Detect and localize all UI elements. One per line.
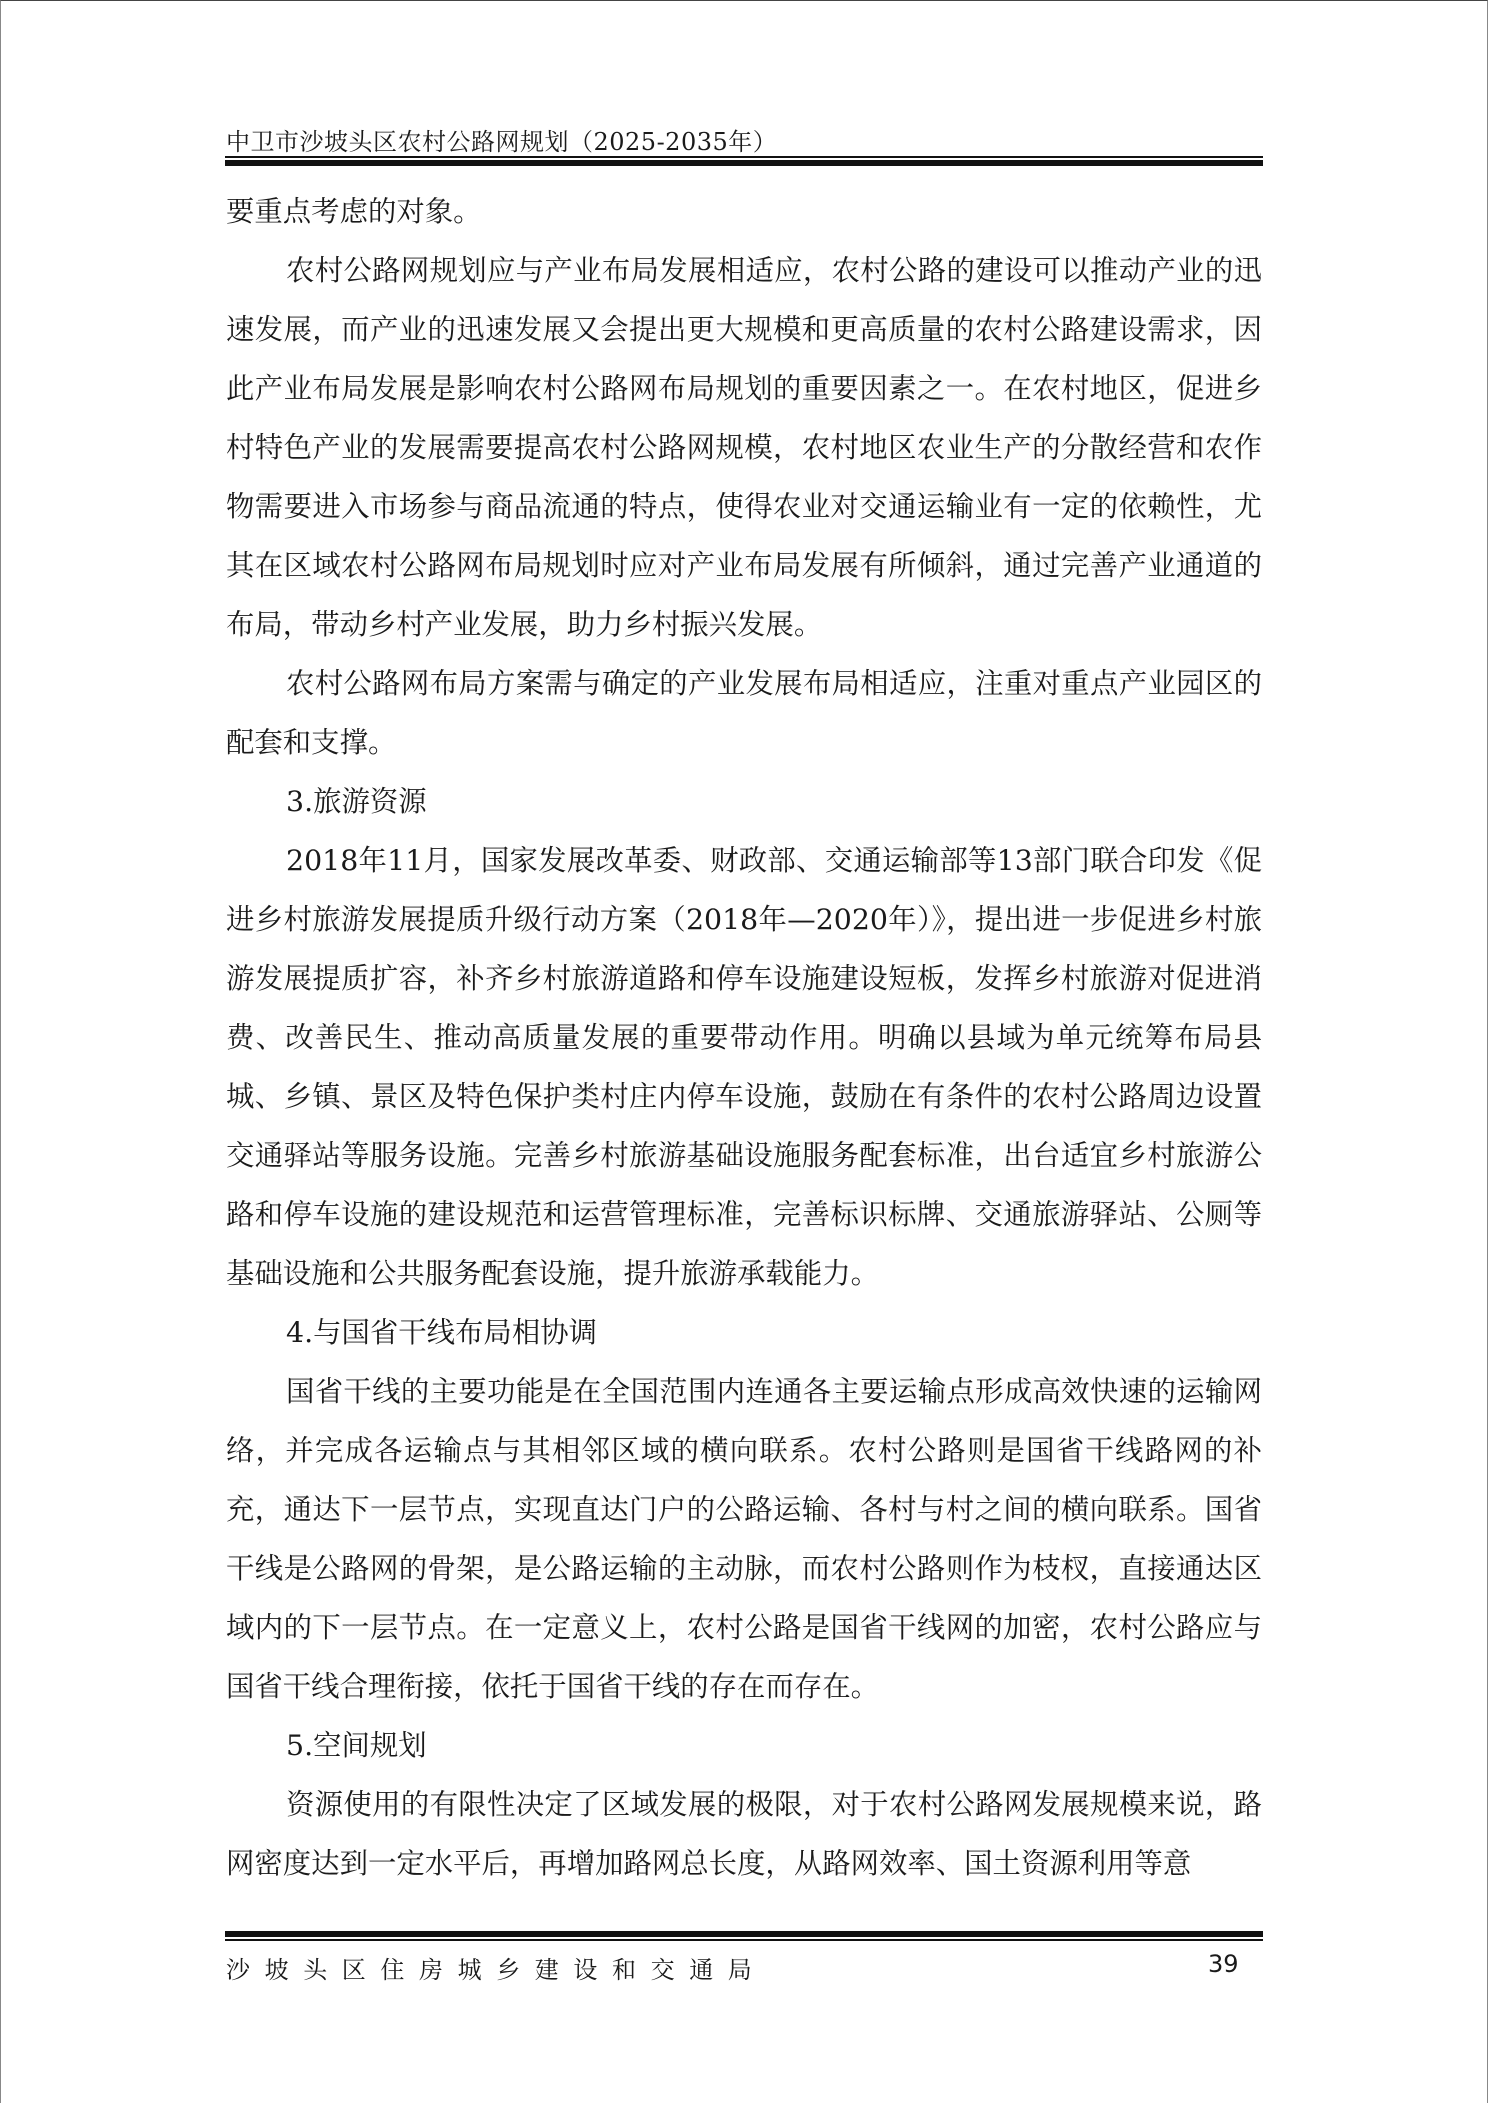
section-heading: 4.与国省干线布局相协调 <box>286 1316 597 1349</box>
paragraph: 国省干线的主要功能是在全国范围内连通各主要运输点形成高效快速的运输网络，并完成各运输点与其相邻区域的横向联系。农村公路则是国省干线路网的补充，通达下一层节点，实现直达门户的公路运输、各村与村之间的横向联系。国省干线是公路网的骨架，是公路运输的主动脉，而农村公路则作为枝杈，直接通达区域内的下一层节点。在一定意义上，农村公路是国省干线网的加密，农村公路应与国省干线合理衔接，依托于国省干线的存在而存在。 <box>226 1375 1262 1703</box>
section-heading: 3.旅游资源 <box>286 785 427 818</box>
section-heading: 5.空间规划 <box>286 1729 427 1762</box>
paragraph: 2018年11月，国家发展改革委、财政部、交通运输部等13部门联合印发《促进乡村旅游发展提质升级行动方案（2018年—2020年）》，提出进一步促进乡村旅游发展提质扩容，补齐乡村旅游道路和停车设施建设短板，发挥乡村旅游对促进消费、改善民生、推动高质量发展的重要带动作用。明确以县域为单元统筹布局县城、乡镇、景区及特色保护类村庄内停车设施，鼓励在有条件的农村公路周边设置交通驿站等服务设施。完善乡村旅游基础设施服务配套标准，出台适宜乡村旅游公路和停车设施的建设规范和运营管理标准，完善标识标牌、交通旅游驿站、公厕等基础设施和公共服务配套设施，提升旅游承载能力。 <box>226 844 1262 1290</box>
page-number: 39 <box>1208 1950 1239 1978</box>
footer-rule-thin <box>225 1939 1263 1941</box>
header-rule-thin <box>225 156 1263 158</box>
header-rule-thick <box>225 160 1263 166</box>
header-title: 中卫市沙坡头区农村公路网规划（2025-2035年） <box>226 128 778 156</box>
footer-organization: 沙坡头区住房城乡建设和交通局 <box>226 1956 767 1984</box>
paragraph: 资源使用的有限性决定了区域发展的极限，对于农村公路网发展规模来说，路网密度达到一定水平后，再增加路网总长度，从路网效率、国土资源利用等意 <box>226 1788 1262 1880</box>
paragraph: 要重点考虑的对象。 <box>226 195 482 228</box>
paragraph: 农村公路网布局方案需与确定的产业发展布局相适应，注重对重点产业园区的配套和支撑。 <box>226 667 1262 759</box>
paragraph: 农村公路网规划应与产业布局发展相适应，农村公路的建设可以推动产业的迅速发展，而产业的迅速发展又会提出更大规模和更高质量的农村公路建设需求，因此产业布局发展是影响农村公路网布局规划的重要因素之一。在农村地区，促进乡村特色产业的发展需要提高农村公路网规模，农村地区农业生产的分散经营和农作物需要进入市场参与商品流通的特点，使得农业对交通运输业有一定的依赖性，尤其在区域农村公路网布局规划时应对产业布局发展有所倾斜，通过完善产业通道的布局，带动乡村产业发展，助力乡村振兴发展。 <box>226 254 1262 641</box>
footer-rule-thick <box>225 1931 1263 1937</box>
body-text <box>226 182 1262 1893</box>
